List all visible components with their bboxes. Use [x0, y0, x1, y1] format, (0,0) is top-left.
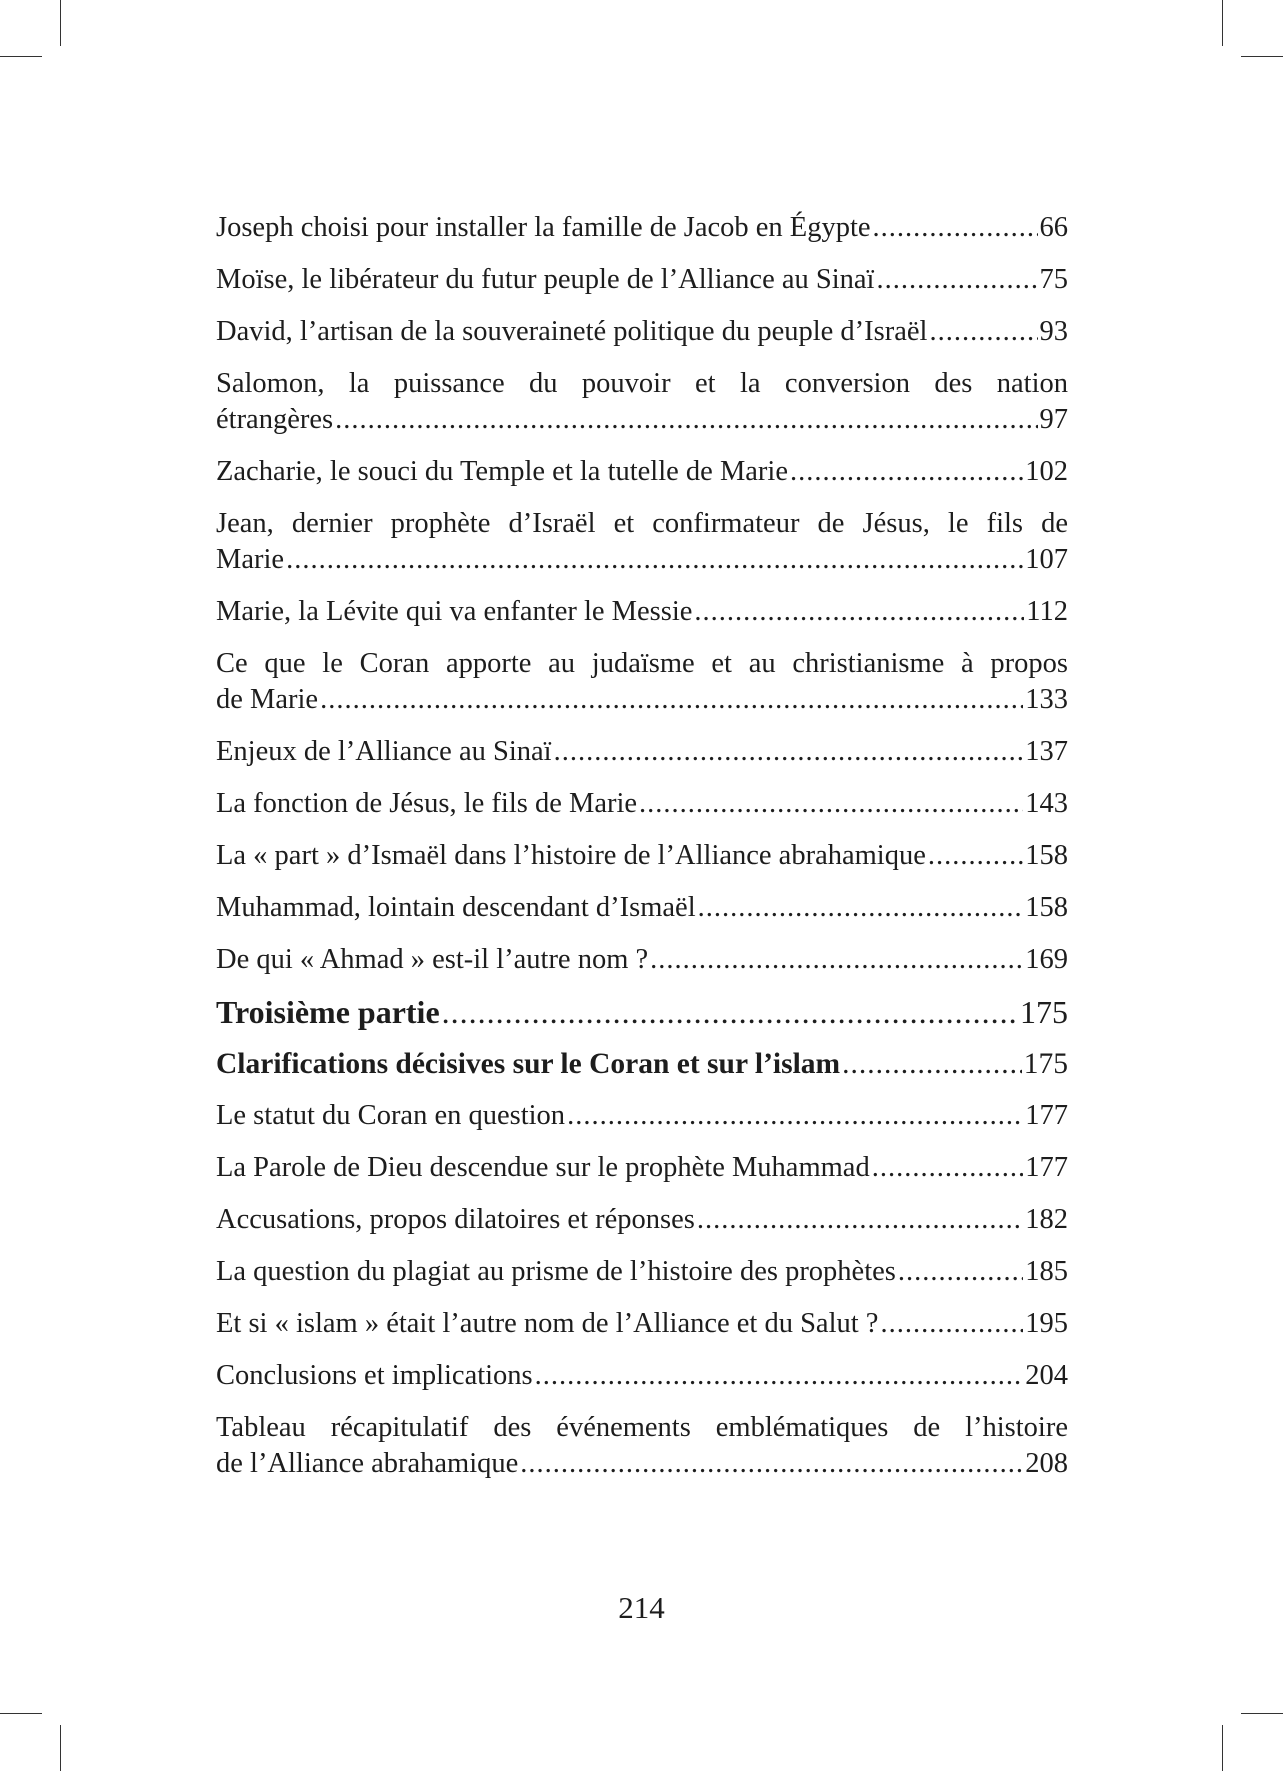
dot-leader: [639, 786, 1023, 822]
toc-page-number: 75: [1039, 264, 1068, 295]
toc-entry-title: Accusations, propos dilatoires et réponses: [216, 1204, 695, 1235]
toc-entry: [216, 1358, 1068, 1394]
toc-part-heading: [216, 994, 1068, 1030]
crop-mark-top-right: [1222, 0, 1223, 46]
toc-entry: [216, 314, 1068, 350]
toc-entry-title: La question du plagiat au prisme de l’histoire des prophètes: [216, 1256, 896, 1287]
toc-page-number: 169: [1025, 944, 1068, 975]
toc-entry: [216, 838, 1068, 874]
toc-entry-title: La « part » d’Ismaël dans l’histoire de l’Alliance abrahamique: [216, 840, 926, 871]
toc-entry-title: Marie, la Lévite qui va enfanter le Messie: [216, 596, 693, 627]
toc-entry-title: étrangères: [216, 404, 334, 435]
toc-page-number: 175: [1020, 994, 1068, 1030]
toc-page-number: 143: [1025, 788, 1068, 819]
dot-leader: [535, 1358, 1024, 1394]
dot-leader: [694, 594, 1024, 630]
toc-entry: [216, 454, 1068, 490]
toc-entry: [216, 506, 1068, 578]
dot-leader: [650, 942, 1023, 978]
dot-leader: [872, 1150, 1024, 1186]
dot-leader: [320, 682, 1023, 718]
toc-page-number: 177: [1025, 1152, 1068, 1183]
dot-leader: [697, 1202, 1023, 1238]
dot-leader: [698, 890, 1024, 926]
toc-entry-title-line: Tableau récapitulatif des événements emblématiques de l’histoire: [216, 1412, 1068, 1443]
toc-entry-title-line: Ce que le Coran apporte au judaïsme et au christianisme à propos: [216, 648, 1068, 679]
dot-leader: [873, 210, 1038, 246]
toc-entry-title: de l’Alliance abrahamique: [216, 1448, 519, 1479]
dot-leader: [520, 1446, 1023, 1482]
dot-leader: [928, 838, 1023, 874]
toc-page-number: 204: [1025, 1360, 1068, 1391]
toc-entry-title: Muhammad, lointain descendant d’Ismaël: [216, 892, 696, 923]
crop-mark-bottom-right: [1222, 1725, 1223, 1771]
toc-page-number: 102: [1025, 456, 1068, 487]
toc-entry: [216, 734, 1068, 770]
dot-leader: [442, 994, 1018, 1030]
dot-leader: [876, 262, 1037, 298]
toc-entry-title: Moïse, le libérateur du futur peuple de l’Alliance au Sinaï: [216, 264, 875, 295]
toc-entry-title: David, l’artisan de la souveraineté politique du peuple d’Israël: [216, 316, 928, 347]
toc-entry-title: Et si « islam » était l’autre nom de l’Alliance et du Salut ?: [216, 1308, 879, 1339]
toc-entry-title: La Parole de Dieu descendue sur le prophète Muhammad: [216, 1152, 870, 1183]
dot-leader: [286, 542, 1023, 578]
toc-page-number: 182: [1025, 1204, 1068, 1235]
dot-leader: [335, 402, 1037, 438]
toc-page-number: 133: [1025, 684, 1068, 715]
toc-page-number: 112: [1026, 596, 1068, 627]
toc-entry-title: Conclusions et implications: [216, 1360, 533, 1391]
toc-entry-title: Clarifications décisives sur le Coran et sur l’islam: [216, 1048, 841, 1080]
toc-entry: [216, 594, 1068, 630]
toc-entry-title: de Marie: [216, 684, 319, 715]
toc-entry: [216, 210, 1068, 246]
toc-page-number: 195: [1025, 1308, 1068, 1339]
crop-mark-bottom-left-h: [0, 1713, 42, 1714]
toc-entry-title: Troisième partie: [216, 994, 440, 1030]
toc-entry: [216, 1150, 1068, 1186]
toc-entry: [216, 262, 1068, 298]
crop-mark-top-left: [60, 0, 61, 46]
crop-mark-bottom-right-h: [1241, 1713, 1283, 1714]
dot-leader: [790, 454, 1023, 490]
toc-page-number: 158: [1025, 892, 1068, 923]
toc-entry: [216, 646, 1068, 718]
toc-entry: [216, 1202, 1068, 1238]
toc-section-heading: [216, 1046, 1068, 1082]
dot-leader: [554, 734, 1024, 770]
table-of-contents: [216, 210, 1068, 1498]
toc-entry-title: Zacharie, le souci du Temple et la tutelle de Marie: [216, 456, 788, 487]
dot-leader: [929, 314, 1037, 350]
toc-entry: [216, 786, 1068, 822]
toc-page-number: 158: [1025, 840, 1068, 871]
toc-page-number: 175: [1023, 1048, 1068, 1080]
dot-leader: [898, 1254, 1023, 1290]
toc-page-number: 177: [1025, 1100, 1068, 1131]
toc-page-number: 93: [1039, 316, 1068, 347]
crop-mark-top-right-h: [1241, 56, 1283, 57]
toc-entry-title-line: Salomon, la puissance du pouvoir et la conversion des nation: [216, 368, 1068, 399]
dot-leader: [567, 1098, 1023, 1134]
toc-entry: [216, 890, 1068, 926]
toc-page-number: 185: [1025, 1256, 1068, 1287]
toc-entry-title: De qui « Ahmad » est-il l’autre nom ?: [216, 944, 649, 975]
page-number: 214: [618, 1590, 665, 1625]
toc-page-number: 208: [1025, 1448, 1068, 1479]
toc-entry-title: La fonction de Jésus, le fils de Marie: [216, 788, 638, 819]
toc-entry: [216, 366, 1068, 438]
toc-entry-title-line: Jean, dernier prophète d’Israël et confirmateur de Jésus, le fils de: [216, 508, 1068, 539]
toc-entry: [216, 1254, 1068, 1290]
toc-entry: [216, 1098, 1068, 1134]
crop-mark-top-left-h: [0, 56, 42, 57]
toc-page-number: 107: [1025, 544, 1068, 575]
toc-entry: [216, 1306, 1068, 1342]
toc-entry-title: Le statut du Coran en question: [216, 1100, 566, 1131]
toc-page-number: 137: [1025, 736, 1068, 767]
toc-entry-title: Joseph choisi pour installer la famille de Jacob en Égypte: [216, 212, 871, 243]
toc-entry-title: Enjeux de l’Alliance au Sinaï: [216, 736, 552, 767]
dot-leader: [842, 1046, 1022, 1082]
toc-entry: [216, 942, 1068, 978]
crop-mark-bottom-left: [60, 1725, 61, 1771]
toc-entry: [216, 1410, 1068, 1482]
toc-entry-title: Marie: [216, 544, 285, 575]
dot-leader: [880, 1306, 1023, 1342]
toc-page-number: 97: [1039, 404, 1068, 435]
toc-page-number: 66: [1039, 212, 1068, 243]
